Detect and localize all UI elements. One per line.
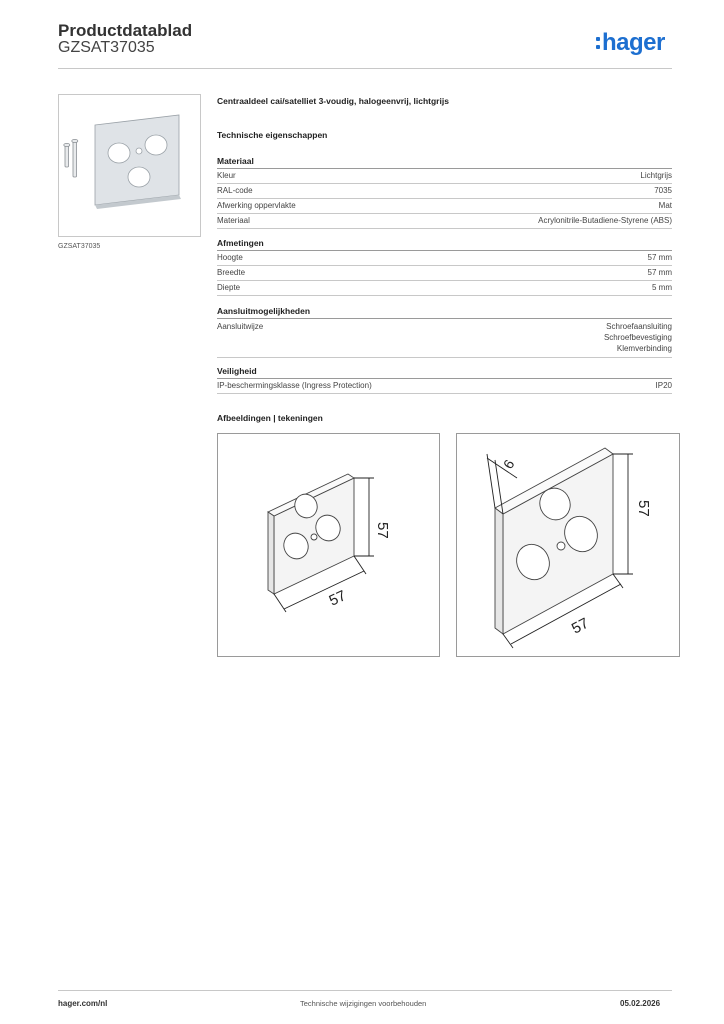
table-row — [217, 184, 672, 199]
row-value: IP20 — [655, 381, 672, 390]
table-row — [217, 251, 672, 266]
row-value: Lichtgrijs — [640, 171, 672, 180]
section-title: Afmetingen — [217, 237, 672, 251]
height-dimension-label: 57 — [374, 522, 391, 539]
section-aansluitmogelijkheden — [217, 305, 672, 358]
header-divider — [58, 68, 672, 69]
row-value: 5 mm — [652, 283, 672, 292]
footer-divider — [58, 990, 672, 991]
product-image — [58, 94, 201, 237]
row-label: Materiaal — [217, 216, 250, 225]
row-value: 7035 — [654, 186, 672, 195]
table-row — [217, 199, 672, 214]
row-value: Acrylonitrile-Butadiene-Styrene (ABS) — [538, 216, 672, 225]
drawings-heading: Afbeeldingen | tekeningen — [217, 413, 323, 423]
plate-icon — [95, 115, 181, 209]
page-title: Productdatablad — [58, 21, 193, 40]
product-description: Centraaldeel cai/satelliet 3-voudig, halogeenvrij, lichtgrijs — [217, 96, 449, 106]
section-afmetingen — [217, 237, 672, 296]
height-dimension-label: 57 — [635, 500, 652, 517]
row-label: IP-beschermingsklasse (Ingress Protection) — [217, 381, 372, 390]
product-code: GZSAT37035 — [58, 39, 155, 56]
row-value — [604, 321, 672, 354]
row-label: Breedte — [217, 268, 246, 277]
logo-text: hager — [602, 29, 665, 56]
technical-drawing-2 — [456, 433, 680, 657]
width-dimension-label: 57 — [326, 587, 349, 610]
section-title: Aansluitmogelijkheden — [217, 305, 672, 319]
row-label: Aansluitwijze — [217, 322, 264, 331]
row-value: 57 mm — [647, 253, 672, 262]
value-line: Klemverbinding — [616, 344, 672, 353]
footer-website-link[interactable]: hager.com/nl — [58, 999, 108, 1008]
footer-disclaimer: Technische wijzigingen voorbehouden — [300, 999, 427, 1008]
tech-heading: Technische eigenschappen — [217, 130, 328, 140]
technical-drawing-1 — [217, 433, 440, 657]
table-row — [217, 266, 672, 281]
table-row — [217, 281, 672, 296]
logo-dots-icon — [596, 29, 601, 49]
value-line: Schroefbevestiging — [603, 333, 672, 342]
table-row — [217, 214, 672, 229]
section-title: Materiaal — [217, 155, 672, 169]
section-veiligheid — [217, 365, 672, 394]
row-value: 57 mm — [647, 268, 672, 277]
row-value: Mat — [658, 201, 672, 210]
section-materiaal — [217, 155, 672, 229]
table-row — [217, 379, 672, 394]
image-caption: GZSAT37035 — [58, 243, 101, 250]
row-label: Diepte — [217, 283, 241, 292]
row-label: Hoogte — [217, 253, 243, 262]
screw-icon — [64, 139, 78, 177]
row-label: RAL-code — [217, 186, 253, 195]
row-label: Afwerking oppervlakte — [217, 201, 296, 210]
width-dimension-label: 57 — [568, 614, 592, 638]
table-row — [217, 319, 672, 358]
depth-dimension-label: 6 — [499, 456, 518, 472]
row-label: Kleur — [217, 171, 236, 180]
section-title: Veiligheid — [217, 365, 672, 379]
table-row — [217, 169, 672, 184]
footer-date: 05.02.2026 — [620, 999, 661, 1008]
hager-logo — [596, 29, 665, 57]
value-line: Schroefaansluiting — [606, 322, 672, 331]
